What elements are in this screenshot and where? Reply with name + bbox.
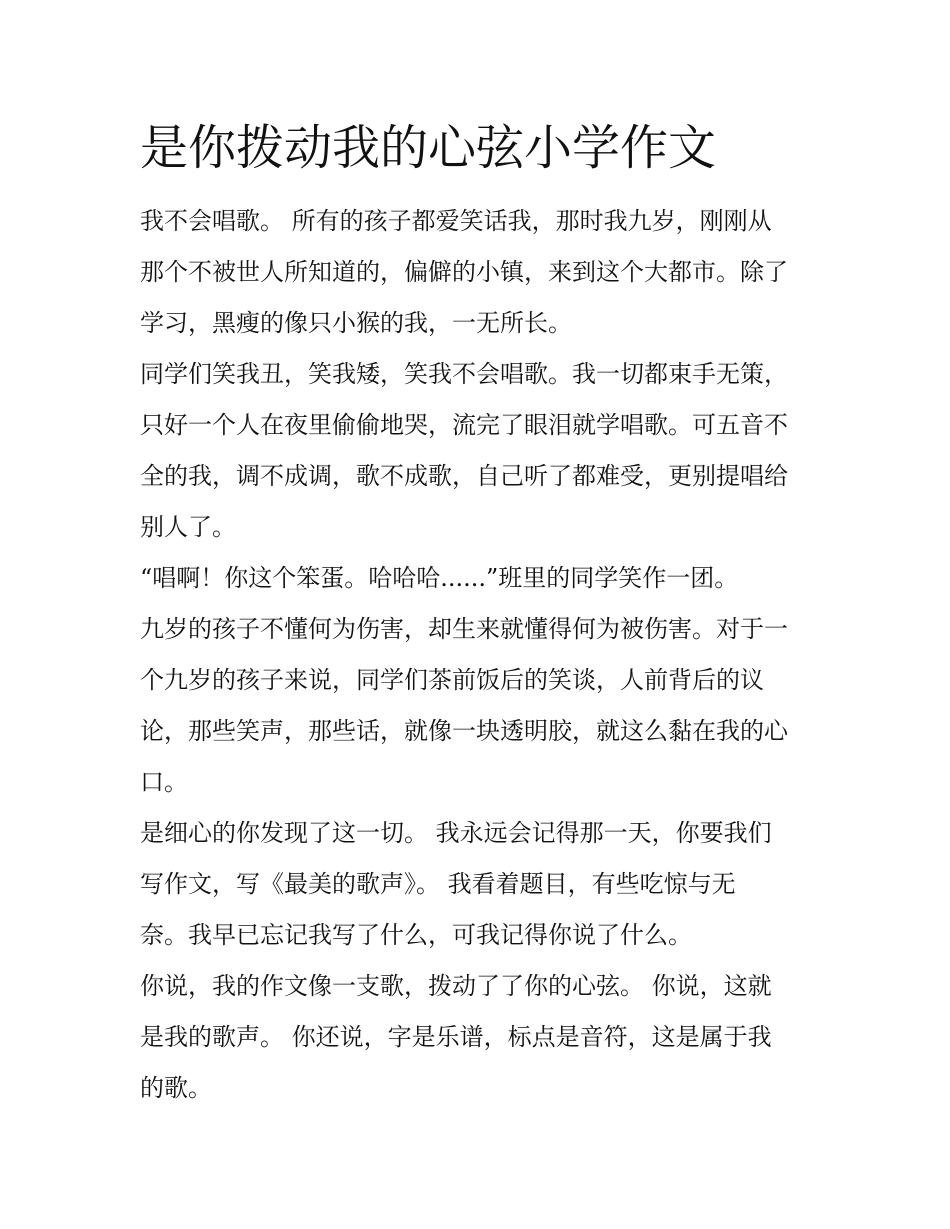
text-line: “唱啊！你这个笨蛋。哈哈哈......”班里的同学笑作一团。 <box>140 564 739 592</box>
text-line: 全的我，调不成调，歌不成歌，自己听了都难受，更别提唱给 <box>140 462 788 490</box>
text-line: 是我的歌声。 你还说，字是乐谱，标点是音符，这是属于我 <box>140 1023 772 1051</box>
text-line: 写作文，写《最美的歌声》。 我看着题目，有些吃惊与无 <box>140 870 736 898</box>
text-line: 口。 <box>140 768 188 796</box>
text-line: 是细心的你发现了这一切。 我永远会记得那一天，你要我们 <box>140 819 772 847</box>
text-line: 的歌。 <box>140 1074 212 1102</box>
text-line: 九岁的孩子不懂何为伤害，却生来就懂得何为被伤害。对于一 <box>140 615 788 643</box>
text-line: 同学们笑我丑，笑我矮，笑我不会唱歌。我一切都束手无策， <box>140 360 788 388</box>
text-line: 那个不被世人所知道的，偏僻的小镇，来到这个大都市。除了 <box>140 258 788 286</box>
text-line: 奈。我早已忘记我写了什么，可我记得你说了什么。 <box>140 921 692 949</box>
text-line: 个九岁的孩子来说，同学们茶前饭后的笑谈，人前背后的议 <box>140 666 764 694</box>
text-line: 别人了。 <box>140 513 236 541</box>
text-line: 只好一个人在夜里偷偷地哭，流完了眼泪就学唱歌。可五音不 <box>140 411 788 439</box>
text-line: 论，那些笑声，那些话，就像一块透明胶，就这么黏在我的心 <box>140 717 788 745</box>
text-line: 我不会唱歌。 所有的孩子都爱笑话我，那时我九岁，刚刚从 <box>140 207 772 235</box>
essay-title: 是你拨动我的心弦小学作文 <box>140 120 717 176</box>
text-line: 学习，黑瘦的像只小猴的我，一无所长。 <box>140 309 572 337</box>
text-line: 你说，我的作文像一支歌，拨动了了你的心弦。 你说，这就 <box>140 972 772 1000</box>
